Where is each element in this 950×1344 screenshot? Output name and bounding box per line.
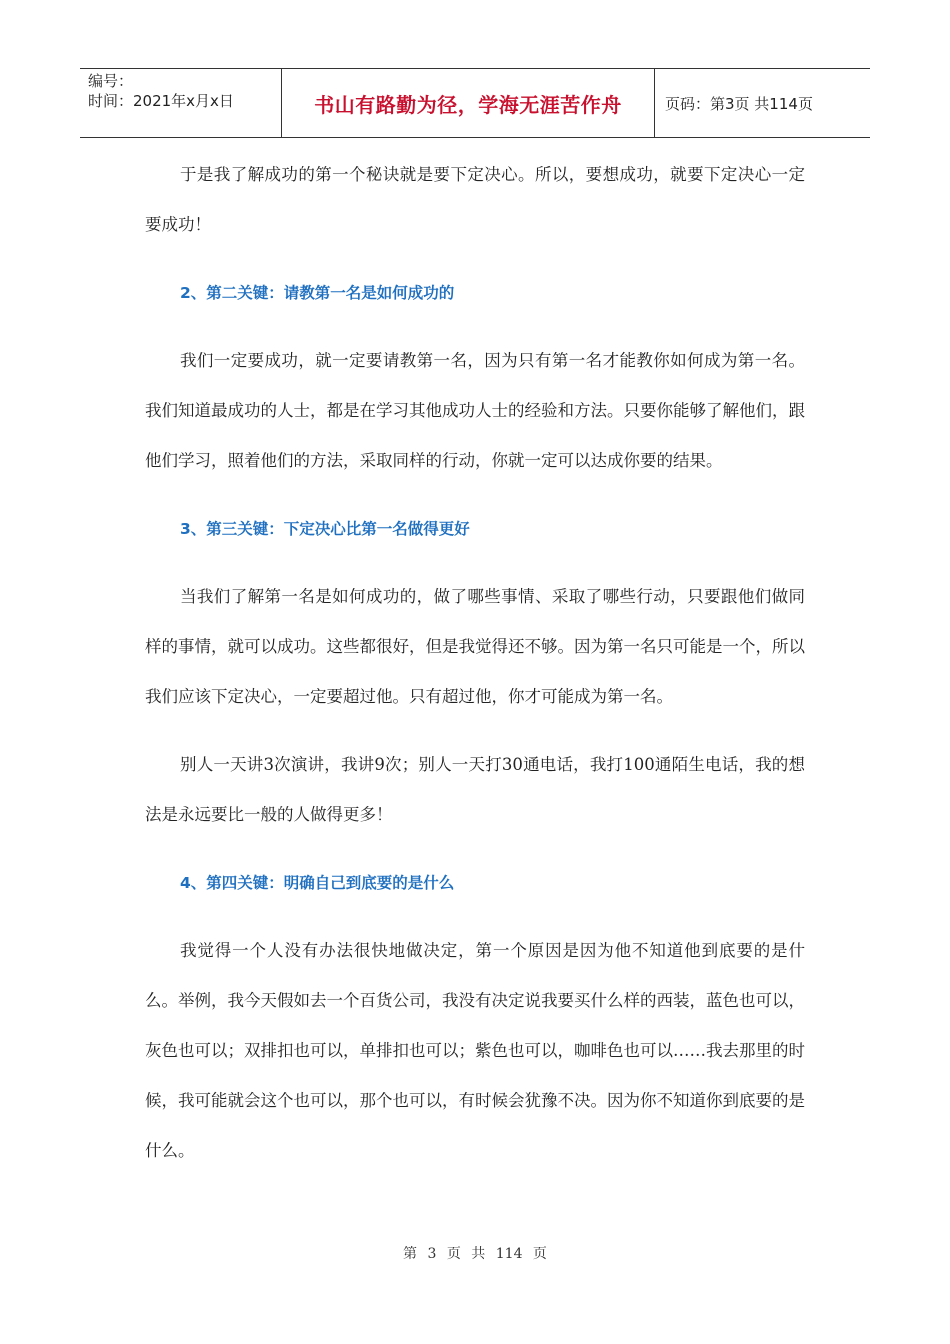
page-header (80, 68, 870, 138)
paragraph: 别人一天讲3次演讲，我讲9次；别人一天打30通电话，我打100通陌生电话，我的想法是永远要比一般的人做得更多！ (145, 755, 805, 824)
section-heading: 2、第二关键：请教第一名是如何成功的 (180, 284, 455, 302)
document-body (145, 150, 805, 1176)
page-footer: 第 3 页 共 114 页 (403, 1246, 547, 1262)
section-heading: 4、第四关键：明确自己到底要的是什么 (180, 874, 455, 892)
paragraph: 我觉得一个人没有办法很快地做决定，第一个原因是因为他不知道他到底要的是什么。举例，我今天假如去一个百货公司，我没有决定说我要买什么样的西装，蓝色也可以，灰色也可以；双排扣也可以，单排扣也可以；紫色也可以，咖啡色也可以……我去那里的时候，我可能就会这个也可以，那个也可以，有时候会犹豫不决。因为你不知道你到底要的是什么。 (145, 941, 805, 1160)
header-page-info: 页码：第3页 共114页 (665, 94, 813, 113)
section-heading: 3、第三关键：下定决心比第一名做得更好 (180, 520, 470, 538)
paragraph: 当我们了解第一名是如何成功的，做了哪些事情、采取了哪些行动，只要跟他们做同样的事情，就可以成功。这些都很好，但是我觉得还不够。因为第一名只可能是一个，所以我们应该下定决心，一定要超过他。只有超过他，你才可能成为第一名。 (145, 587, 805, 706)
document-number: 编号： (88, 72, 134, 90)
document-time: 时间：2021年x月x日 (88, 92, 234, 110)
paragraph: 于是我了解成功的第一个秘诀就是要下定决心。所以，要想成功，就要下定决心一定要成功！ (145, 165, 805, 234)
header-meta (80, 69, 282, 137)
header-motto: 书山有路勤为径，学海无涯苦作舟 (282, 69, 655, 137)
paragraph: 我们一定要成功，就一定要请教第一名，因为只有第一名才能教你如何成为第一名。我们知道最成功的人士，都是在学习其他成功人士的经验和方法。只要你能够了解他们，跟他们学习，照着他们的方法，采取同样的行动，你就一定可以达成你要的结果。 (145, 351, 805, 470)
